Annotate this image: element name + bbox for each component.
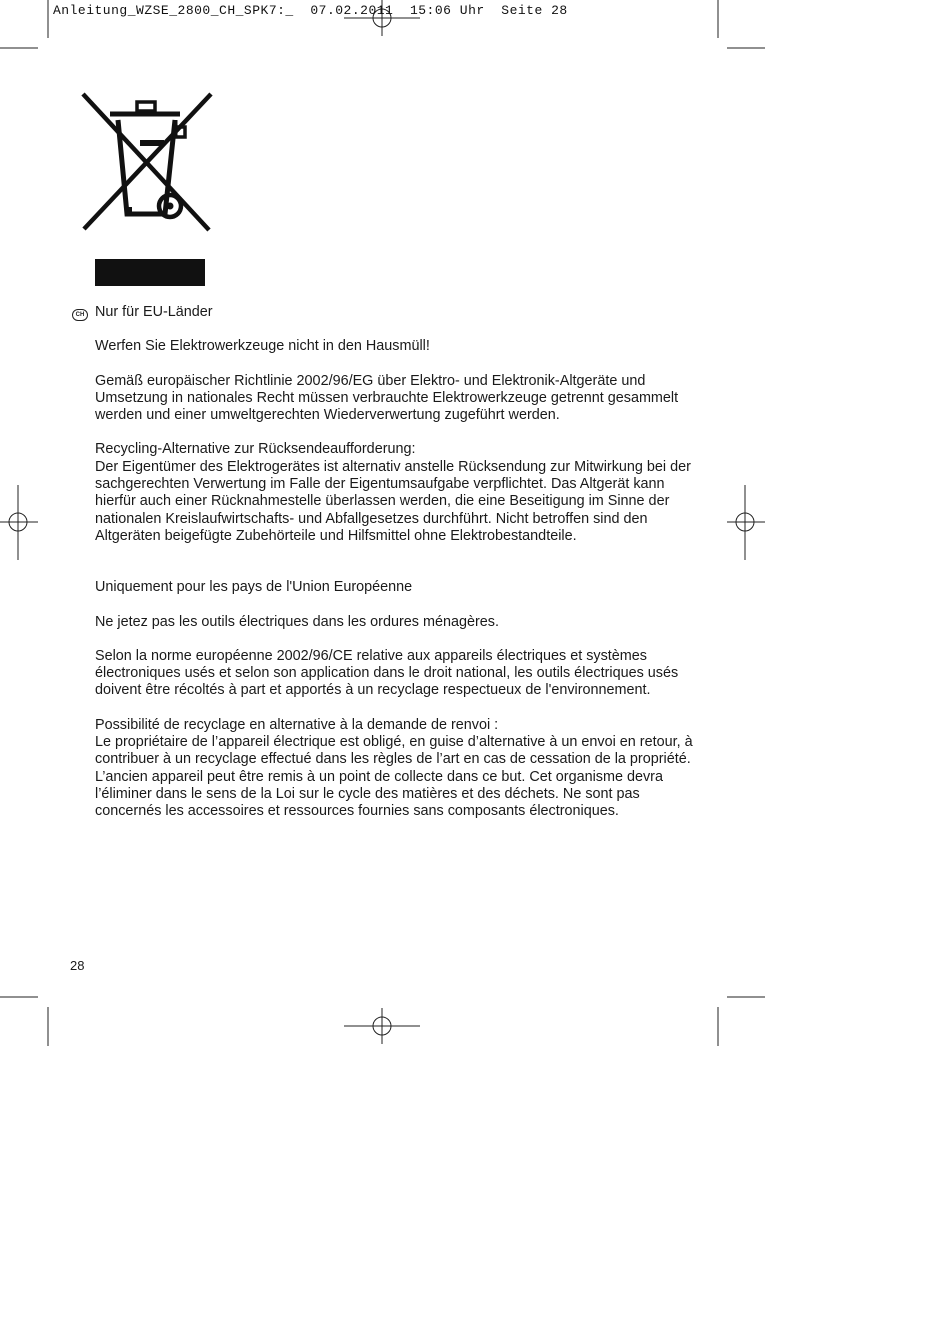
page-number: 28	[70, 958, 85, 973]
ch-country-badge-icon: CH	[72, 309, 88, 321]
french-heading: Uniquement pour les pays de l'Union Européenne	[95, 579, 413, 596]
french-paragraph-1: Ne jetez pas les outils électriques dans les ordures ménagères.	[95, 613, 499, 630]
french-recycling-body: Le propriétaire de l’appareil électrique est obligé, en guise d’alternative à un envoi en retour, à contribuer à un recyclage effectué dans les règles de l’art en cas de cessation de la propriété. L’ancien appareil peut être remis à un point de collecte dans ce but. Cet organisme devra l’éliminer dans le sens de la Loi sur le cycle des matières et des déchets. Ne sont pas concernés les accessoires et ressources fournies sans composants électroniques.	[95, 734, 693, 820]
german-heading: Nur für EU-Länder	[95, 304, 213, 320]
french-recycling-title: Possibilité de recyclage en alternative à la demande de renvoi :	[95, 716, 499, 733]
german-recycling-body: Der Eigentümer des Elektrogerätes ist alternativ anstelle Rücksendung zur Mitwirkung bei der sachgerechten Verwertung im Falle der Eigentumsaufgabe verpflichtet. Das Altgerät kann hierfür auch einer Rücknahmestelle überlassen werden, die eine Beseitigung im Sinne der nationalen Kreislaufwirtschafts- und Abfallgesetzes durchführt. Nicht betroffen sind den Altgeräten beigefügte Zubehörteile und Hilfsmittel ohne Elektrobestandteile.	[95, 458, 691, 544]
german-paragraph-2: Gemäß europäischer Richtlinie 2002/96/EG über Elektro- und Elektronik-Altgeräte und Umsetzung in nationales Recht müssen verbrauchte Elektrowerkzeuge getrennt gesammelt werden und einer umweltgerechten Wiederverwertung zugeführt werden.	[95, 372, 679, 424]
german-recycling-title: Recycling-Alternative zur Rücksendeaufforderung:	[95, 441, 416, 458]
solid-black-bar	[95, 259, 205, 286]
print-slug-header: Anleitung_WZSE_2800_CH_SPK7:_ 07.02.2011 15:06 Uhr Seite 28	[53, 3, 568, 18]
german-paragraph-1: Werfen Sie Elektrowerkzeuge nicht in den Hausmüll!	[95, 338, 430, 355]
disposal-notice	[95, 304, 705, 821]
crossed-out-wheeled-bin-icon	[80, 90, 215, 232]
french-paragraph-2: Selon la norme européenne 2002/96/CE relative aux appareils électriques et systèmes électroniques usés et selon son application dans le droit national, les outils électriques usés doivent être récoltés à part et apportés à un recyclage respectueux de l'environnement.	[95, 647, 679, 699]
